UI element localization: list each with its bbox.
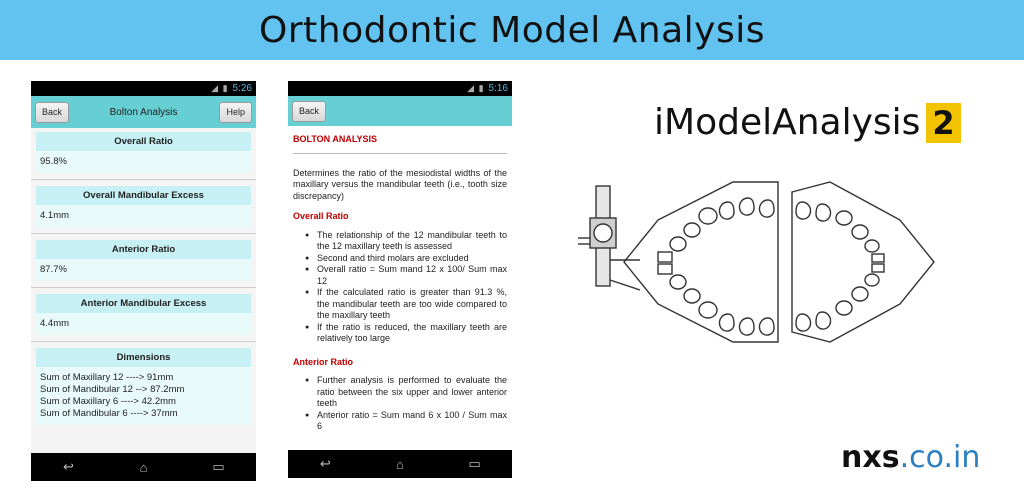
company-tld: co.in (909, 440, 981, 475)
results-list (31, 128, 256, 453)
help-heading: BOLTON ANALYSIS (293, 134, 378, 144)
status-bar (31, 81, 256, 96)
divider (31, 179, 256, 180)
nav-recent-icon[interactable]: ▭ (212, 459, 225, 474)
back-button[interactable]: Back (35, 102, 69, 123)
overall-ratio-heading: Overall Ratio (293, 211, 349, 221)
divider (293, 153, 507, 154)
caliper-icon (578, 186, 640, 290)
help-intro: Determines the ratio of the mesiodistal widths of the maxillary versus the mandibular teeth (i.e., tooth size discrepancy) (293, 167, 507, 201)
list-item: ● If the calculated ratio is greater than 91.3 %, the mandibular teeth are too wide compared to the maxillary teeth (305, 287, 507, 322)
divider (31, 233, 256, 234)
android-nav-bar (31, 453, 256, 481)
app-brand-title (654, 102, 961, 143)
list-item: ● Second and third molars are excluded (305, 253, 507, 265)
card-heading: Overall Ratio (36, 132, 251, 151)
company-name: nxs (841, 440, 900, 475)
dimension-line: Sum of Mandibular 6 ----> 37mm (40, 408, 178, 419)
app-titlebar (288, 96, 512, 126)
card-value: 4.4mm (36, 313, 251, 335)
card-heading: Anterior Mandibular Excess (36, 294, 251, 313)
signal-battery-icon: ◢ ▮ (467, 83, 485, 93)
card-value: 95.8% (36, 151, 251, 173)
divider (31, 287, 256, 288)
help-button[interactable]: Help (219, 102, 252, 123)
result-card-anterior-mandibular-excess (36, 294, 251, 335)
result-card-anterior-ratio (36, 240, 251, 281)
result-card-dimensions (36, 348, 251, 425)
help-content (288, 126, 512, 433)
banner (0, 0, 1024, 60)
nav-recent-icon[interactable]: ▭ (468, 456, 481, 471)
dimension-line: Sum of Mandibular 12 --> 87.2mm (40, 384, 185, 395)
status-time: 5:26 (232, 83, 252, 94)
company-logo (841, 440, 980, 475)
anterior-ratio-heading: Anterior Ratio (293, 356, 354, 367)
list-item: ● If the ratio is reduced, the maxillary teeth are relatively too large (305, 322, 507, 345)
app-titlebar (31, 96, 256, 128)
banner-title: Orthodontic Model Analysis (259, 9, 765, 51)
divider (31, 341, 256, 342)
card-heading: Dimensions (36, 348, 251, 367)
nav-home-icon[interactable]: ⌂ (139, 459, 148, 475)
maxillary-model-outline (624, 182, 778, 342)
company-dot: . (899, 440, 910, 475)
maxillary-teeth (658, 198, 774, 335)
anterior-ratio-list (305, 375, 507, 433)
card-heading: Anterior Ratio (36, 240, 251, 259)
dimensions-list (36, 367, 251, 425)
signal-battery-icon: ◢ ▮ (211, 83, 229, 93)
list-item: ● Anterior ratio = Sum mand 6 x 100 / Sum max 6 (305, 410, 507, 433)
overall-ratio-list (305, 230, 507, 345)
nav-back-icon[interactable]: ↩ (63, 459, 74, 474)
android-nav-bar (288, 450, 512, 478)
back-button[interactable]: Back (292, 101, 326, 122)
list-item: ● Overall ratio = Sum mand 12 x 100/ Sum max 12 (305, 264, 507, 287)
card-heading: Overall Mandibular Excess (36, 186, 251, 205)
app-name: iModelAnalysis (654, 102, 921, 143)
dimension-line: Sum of Maxillary 6 ----> 42.2mm (40, 396, 176, 407)
screen-title: Bolton Analysis (109, 106, 178, 118)
nav-home-icon[interactable]: ⌂ (396, 456, 404, 472)
mandibular-model-outline (792, 182, 934, 342)
version-badge: 2 (926, 103, 960, 143)
phone-screenshot-results (31, 81, 256, 481)
card-value: 4.1mm (36, 205, 251, 227)
dental-model-illustration (578, 180, 942, 370)
card-value: 87.7% (36, 259, 251, 281)
result-card-overall-ratio (36, 132, 251, 173)
dimension-line: Sum of Maxillary 12 ----> 91mm (40, 372, 174, 383)
status-time: 5:16 (488, 83, 508, 94)
nav-back-icon[interactable]: ↩ (319, 456, 331, 471)
list-item: ● Further analysis is performed to evaluate the ratio between the six upper and lower anterior teeth (305, 375, 507, 410)
phone-screenshot-help (288, 81, 512, 478)
list-item: ● The relationship of the 12 mandibular teeth to the 12 maxillary teeth is assessed (305, 230, 507, 253)
result-card-overall-mandibular-excess (36, 186, 251, 227)
status-bar (288, 81, 512, 96)
mandibular-teeth (796, 202, 884, 331)
